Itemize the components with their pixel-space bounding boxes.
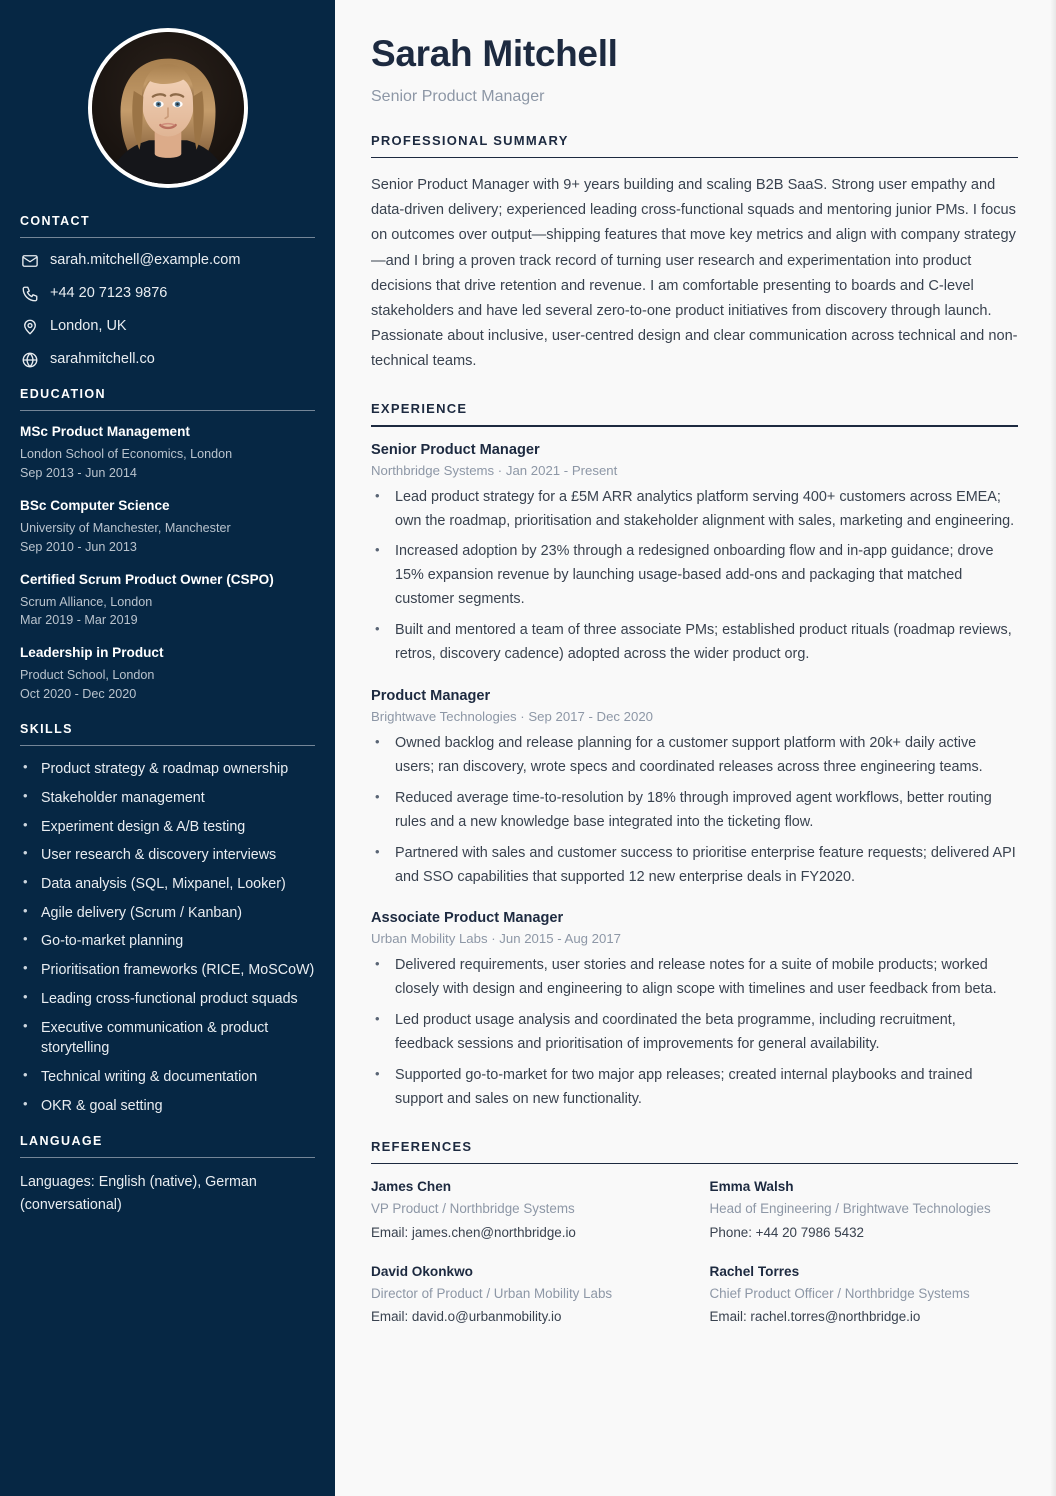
experience-section	[371, 401, 1018, 1112]
summary-text: Senior Product Manager with 9+ years building and scaling B2B SaaS. Strong user empathy and data-driven delivery; experienced leading cross-functional squads and mentoring junior PMs. I focus on outcomes over output—shipping features that move key metrics and align with company strategy—and I bring a proven track record of turning user research and experimentation into product decisions that drive retention and revenue. I am comfortable presenting to boards and C-level stakeholders and have led several zero-to-one product initiatives from discovery through launch. Passionate about inclusive, user-centred design and clear communication across technical and non-technical teams.	[371, 177, 1018, 369]
job-bullet-list	[371, 732, 1018, 889]
job-bullet: • Owned backlog and release planning for a customer support platform with 20k+ daily active users; ran discovery, wrote specs and coordinated releases across three engineering teams.	[371, 732, 1018, 780]
sidebar	[0, 0, 335, 1496]
education-degree: MSc Product Management	[20, 424, 190, 439]
experience-heading: EXPERIENCE	[371, 401, 468, 417]
reference-name: Emma Walsh	[709, 1179, 794, 1195]
job-title: Senior Product Manager	[371, 441, 540, 458]
education-school: University of Manchester, Manchester	[20, 520, 231, 535]
reference-contact: Email: david.o@urbanmobility.io	[371, 1308, 562, 1324]
divider	[20, 745, 315, 746]
language-section	[20, 1134, 315, 1215]
divider	[20, 1157, 315, 1158]
job-title: Product Manager	[371, 687, 491, 704]
education-dates: Oct 2020 - Dec 2020	[20, 687, 137, 702]
education-dates: Mar 2019 - Mar 2019	[20, 613, 138, 628]
portrait-photo-icon	[92, 32, 244, 184]
reference-entry	[710, 1264, 1019, 1326]
education-school: Scrum Alliance, London	[20, 594, 153, 609]
skill-item: • User research & discovery interviews	[20, 845, 315, 866]
education-dates: Sep 2013 - Jun 2014	[20, 465, 137, 480]
job-meta: Urban Mobility Labs · Jun 2015 - Aug 2017	[371, 931, 621, 947]
skill-item: • Executive communication & product storytelling	[20, 1018, 315, 1059]
contact-heading: CONTACT	[20, 214, 90, 228]
education-heading: EDUCATION	[20, 387, 106, 401]
language-heading: LANGUAGE	[20, 1134, 103, 1149]
skill-item: • Go-to-market planning	[20, 931, 315, 952]
reference-name: David Okonkwo	[371, 1263, 473, 1279]
education-entry	[20, 498, 315, 557]
skills-list	[20, 759, 315, 1116]
contact-value-website: sarahmitchell.co	[50, 350, 155, 367]
reference-entry	[710, 1179, 1019, 1241]
summary-heading: PROFESSIONAL SUMMARY	[371, 132, 569, 148]
job-bullet: • Built and mentored a team of three associate PMs; established product rituals (roadmap reviews, retros, discovery cadence) adopted across the wider product org.	[371, 619, 1018, 667]
job-bullet-list	[371, 486, 1018, 667]
reference-role: VP Product / Northbridge Systems	[371, 1201, 575, 1217]
job-title: Associate Product Manager	[371, 910, 564, 927]
skill-item: • Stakeholder management	[20, 788, 315, 809]
skills-section	[20, 722, 315, 1116]
job-meta: Northbridge Systems · Jan 2021 - Present	[371, 462, 618, 478]
main-content	[335, 0, 1056, 1496]
education-entry	[20, 645, 315, 704]
education-degree: BSc Computer Science	[20, 497, 170, 513]
reference-entry	[371, 1264, 680, 1326]
reference-role: Director of Product / Urban Mobility Labs	[371, 1285, 613, 1301]
skills-heading: SKILLS	[20, 722, 73, 737]
skill-item: • Agile delivery (Scrum / Kanban)	[20, 903, 315, 924]
skill-item: • Product strategy & roadmap ownership	[20, 759, 315, 780]
divider	[20, 410, 315, 411]
references-heading: REFERENCES	[371, 1138, 473, 1154]
divider	[371, 425, 1018, 427]
contact-list	[20, 251, 315, 369]
reference-contact: Phone: +44 20 7986 5432	[709, 1224, 865, 1240]
map-pin-icon	[20, 317, 39, 336]
job-bullet: • Supported go-to-market for two major app releases; created internal playbooks and trained support and sales on new functionality.	[371, 1064, 1018, 1112]
job-bullet: • Led product usage analysis and coordinated the beta programme, including recruitment, feedback sessions and prioritisation of improvements for general availability.	[371, 1009, 1018, 1057]
experience-entry	[371, 910, 1018, 1111]
experience-entry	[371, 442, 1018, 667]
contact-item-website[interactable]	[20, 350, 315, 369]
phone-icon	[20, 284, 39, 303]
education-dates: Sep 2010 - Jun 2013	[20, 539, 137, 554]
reference-entry	[371, 1179, 680, 1241]
job-meta: Brightwave Technologies · Sep 2017 - Dec 2020	[371, 708, 653, 724]
divider	[20, 237, 315, 238]
language-text: Languages: English (native), German (conversational)	[20, 1174, 257, 1213]
skill-item: • Prioritisation frameworks (RICE, MoSCoW)	[20, 960, 315, 981]
job-bullet: • Reduced average time-to-resolution by 18% through improved agent workflows, better routing rules and a new knowledge base integrated into the ticketing flow.	[371, 787, 1018, 835]
job-bullet: • Increased adoption by 23% through a redesigned onboarding flow and in-app guidance; drove 15% expansion revenue by launching usage-based add-ons and packaging that matched customer segments.	[371, 540, 1018, 612]
education-degree: Certified Scrum Product Owner (CSPO)	[20, 571, 274, 587]
education-section	[20, 387, 315, 704]
education-degree: Leadership in Product	[20, 645, 164, 661]
experience-entry	[371, 688, 1018, 889]
reference-name: James Chen	[371, 1179, 452, 1195]
references-section	[371, 1139, 1018, 1326]
job-role-subtitle: Senior Product Manager	[371, 87, 545, 105]
job-bullet-list	[371, 954, 1018, 1111]
avatar	[88, 28, 248, 188]
divider	[371, 1163, 1018, 1165]
skill-item: • Leading cross-functional product squads	[20, 989, 315, 1010]
job-bullet: • Lead product strategy for a £5M ARR analytics platform serving 400+ customers across EMEA; own the roadmap, prioritisation and stakeholder alignment with sales, marketing and engineering.	[371, 486, 1018, 534]
references-grid	[371, 1179, 1018, 1325]
education-school: London School of Economics, London	[20, 446, 233, 461]
globe-icon	[20, 350, 39, 369]
contact-section	[20, 214, 315, 369]
reference-contact: Email: james.chen@northbridge.io	[371, 1224, 576, 1240]
contact-item-phone[interactable]	[20, 284, 315, 303]
contact-item-location[interactable]	[20, 317, 315, 336]
skill-item: • Experiment design & A/B testing	[20, 817, 315, 838]
skill-item: • Technical writing & documentation	[20, 1067, 315, 1088]
envelope-icon	[20, 251, 39, 270]
contact-item-email[interactable]	[20, 251, 315, 270]
job-bullet: • Partnered with sales and customer success to prioritise enterprise feature requests; delivered API and SSO capabilities that supported 12 new enterprise deals in FY2020.	[371, 842, 1018, 890]
reference-contact: Email: rachel.torres@northbridge.io	[709, 1308, 921, 1324]
summary-section	[371, 133, 1018, 374]
education-entry	[20, 572, 315, 631]
reference-name: Rachel Torres	[709, 1263, 800, 1279]
reference-role: Head of Engineering / Brightwave Technologies	[709, 1201, 991, 1217]
reference-role: Chief Product Officer / Northbridge Systems	[709, 1285, 970, 1301]
skill-item: • Data analysis (SQL, Mixpanel, Looker)	[20, 874, 315, 895]
page-title: Sarah Mitchell	[371, 33, 618, 74]
avatar-container	[20, 0, 315, 200]
contact-value-email: sarah.mitchell@example.com	[50, 251, 241, 268]
job-bullet: • Delivered requirements, user stories and release notes for a suite of mobile products; worked closely with design and engineering to align scope with timelines and user feedback from beta.	[371, 954, 1018, 1002]
contact-value-phone: +44 20 7123 9876	[50, 284, 168, 301]
divider	[371, 157, 1018, 159]
education-school: Product School, London	[20, 668, 155, 683]
education-entry	[20, 424, 315, 483]
skill-item: • OKR & goal setting	[20, 1096, 315, 1117]
contact-value-location: London, UK	[50, 317, 127, 334]
page-edge-shadow	[1050, 0, 1056, 1496]
